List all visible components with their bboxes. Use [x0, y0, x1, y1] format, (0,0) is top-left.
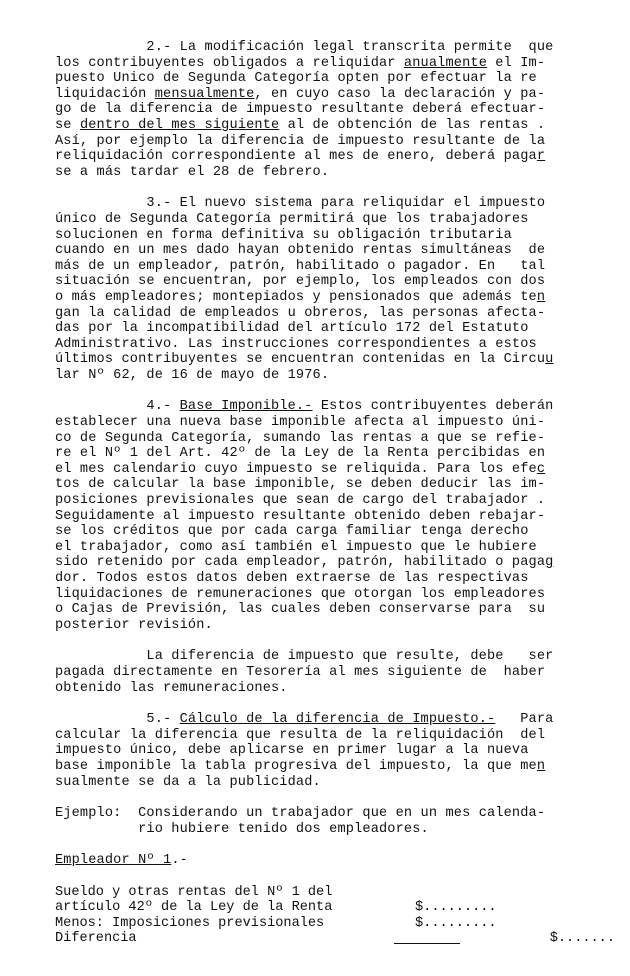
- text-line: cuando en un mes dado hayan obtenido rentas simultáneas de: [55, 243, 546, 259]
- text-line: [55, 352, 615, 368]
- text-line: solucionen en forma definitiva su obligación tributaria: [55, 227, 512, 243]
- text-line: [55, 712, 615, 728]
- underlined-char: u: [545, 352, 554, 368]
- text-line: el trabajador, como así también el impuesto que le hubiere: [55, 539, 537, 555]
- text-line: obtenido las remuneraciones.: [55, 680, 288, 696]
- text-line: establecer una nueva base imponible afecta al impuesto úni-: [55, 415, 546, 431]
- text-span: o más empleadores; montepiados y pensionados que además te: [55, 289, 537, 305]
- example-block: [55, 806, 615, 837]
- text-line: único de Segunda Categoría permitirá que los trabajadores: [55, 211, 529, 227]
- employer-heading: [55, 853, 615, 869]
- example-label: Ejemplo:: [55, 806, 122, 822]
- text-line: Seguidamente al impuesto resultante obtenido deben rebajar-: [55, 508, 546, 524]
- text-line: rio hubiere tenido dos empleadores.: [55, 821, 429, 837]
- text-span: , en cuyo caso la declaración y pa-: [254, 86, 546, 102]
- text-line: Así, por ejemplo la diferencia de impuesto resultante de la: [55, 133, 546, 149]
- text-line: o Cajas de Previsión, las cuales deben conservarse para su: [55, 602, 546, 618]
- text-line: impuesto único, debe aplicarse en primer lugar a la nueva: [55, 743, 529, 759]
- underlined-char: c: [536, 461, 546, 477]
- text-line: calcular la diferencia que resulta de la reliquidación del: [55, 727, 546, 743]
- text-line: [55, 806, 615, 822]
- text-span: sido retenido por cada empleador, patrón, habilitado o paga: [55, 555, 546, 571]
- text-span: Considerando un trabajador que en un mes calenda-: [121, 806, 546, 822]
- text-line: posiciones previsionales que sean de cargo del trabajador .: [55, 493, 546, 509]
- calc-row: [55, 900, 615, 916]
- text-span: últimos contribuyentes se encuentran contenidas en la Circu: [55, 352, 546, 368]
- text-line: posterior revisión.: [55, 617, 213, 633]
- underlined-char: n: [536, 289, 546, 305]
- text-line: se los créditos que por cada carga familiar tenga derecho: [55, 524, 529, 540]
- section-3: [55, 196, 615, 383]
- text-line: sualmente se da a la publicidad.: [55, 774, 321, 790]
- text-line: puesto Unico de Segunda Categoría opten por efectuar la re: [55, 71, 537, 87]
- text-line: gan la calidad de empleados u obreros, las personas afecta-: [55, 305, 546, 321]
- text-line: das por la incompatibilidad del artículo 172 del Estatuto: [55, 321, 529, 337]
- calc-label: Sueldo y otras rentas del Nº 1 del: [55, 884, 333, 900]
- sum-rule-line: [394, 931, 460, 944]
- text-line: dor. Todos estos datos deben extraerse de las respectivas: [55, 571, 529, 586]
- text-line: re el Nº 1 del Art. 42º de la Ley de la Renta percibidas en: [55, 446, 546, 462]
- section-5: [55, 712, 615, 790]
- text-span: los contribuyentes obligados a reliquidar: [55, 55, 404, 71]
- section-number: 4.-: [55, 399, 180, 415]
- text-line: pagada directamente en Tesorería al mes siguiente de haber: [55, 664, 546, 680]
- text-line: [55, 118, 615, 134]
- text-line: tos de calcular la base imponible, se deben deducir las im-: [55, 477, 546, 493]
- text-line: se a más tardar el 28 de febrero.: [55, 164, 330, 180]
- section-4-payment: [55, 649, 615, 696]
- calc-total: $.......: [549, 931, 615, 947]
- text-line: [55, 56, 615, 72]
- text-line: lar Nº 62, de 16 de mayo de 1976.: [55, 367, 330, 383]
- text-line: 3.- El nuevo sistema para reliquidar el impuesto: [55, 196, 546, 212]
- employer-heading-text: Empleador Nº 1: [55, 853, 172, 869]
- text-line: liquidaciones de remuneraciones que otorgan los empleadores: [55, 586, 546, 602]
- spacer: [55, 869, 615, 885]
- calc-label: artículo 42º de la Ley de la Renta: [55, 900, 333, 916]
- text-line: más de un empleador, patrón, habilitado o pagador. En tal: [55, 258, 546, 274]
- text-line: co de Segunda Categoría, sumando las rentas a que se refie-: [55, 430, 546, 446]
- text-line: [55, 149, 615, 165]
- text-line: Administrativo. Las instrucciones correspondientes a estos: [55, 336, 537, 352]
- text-line: [55, 399, 615, 415]
- text-span: liquidación: [55, 86, 155, 102]
- text-line: La diferencia de impuesto que resulte, debe ser: [55, 649, 554, 665]
- text-span: Para: [495, 712, 554, 728]
- text-line: [55, 290, 615, 306]
- calc-label: Diferencia: [55, 931, 137, 947]
- calc-label: Menos: Imposiciones previsionales: [55, 915, 325, 931]
- section-heading: Cálculo de la diferencia de Impuesto.-: [179, 712, 496, 728]
- text-span: base imponible la tabla progresiva del impuesto, la que me: [55, 758, 537, 774]
- text-line: 2.- La modificación legal transcrita permite que: [55, 40, 554, 55]
- underlined-term: dentro del mes siguiente: [79, 117, 280, 133]
- calc-row: [55, 916, 615, 932]
- sum-rule: [394, 931, 549, 947]
- section-heading: Base Imponible.-: [179, 399, 313, 415]
- underlined-char: r: [536, 149, 546, 165]
- section-4: [55, 399, 615, 633]
- section-number: 5.-: [55, 712, 180, 728]
- text-line: [55, 555, 615, 571]
- text-span: el mes calendario cuyo impuesto se reliquida. Para los efe: [55, 461, 537, 477]
- employer-block: [55, 853, 615, 947]
- calc-row: [55, 931, 615, 947]
- text-line: go de la diferencia de impuesto resultante deberá efectuar-: [55, 102, 546, 118]
- text-span: se: [55, 117, 80, 133]
- document-page: [55, 40, 615, 947]
- underlined-char: n: [536, 758, 546, 774]
- underlined-term: anualmente: [403, 55, 487, 71]
- text-span: Estos contribuyentes deberán: [312, 399, 554, 415]
- section-2: [55, 40, 615, 180]
- underlined-term: mensualmente: [154, 86, 255, 102]
- underlined-char: g: [545, 555, 554, 571]
- text-line: [55, 462, 615, 478]
- text-line: situación se encuentran, por ejemplo, los empleados con dos: [55, 274, 546, 290]
- text-span: .-: [171, 853, 188, 869]
- text-span: reliquidación correspondiente al mes de enero, deberá paga: [55, 149, 537, 165]
- calc-value: $.........: [415, 900, 497, 916]
- text-line: [55, 759, 615, 775]
- text-line: [55, 87, 615, 103]
- calc-row: [55, 885, 615, 901]
- text-span: al de obtención de las rentas .: [279, 117, 546, 133]
- calc-value: $.........: [415, 915, 497, 931]
- text-span: el Im-: [487, 55, 546, 71]
